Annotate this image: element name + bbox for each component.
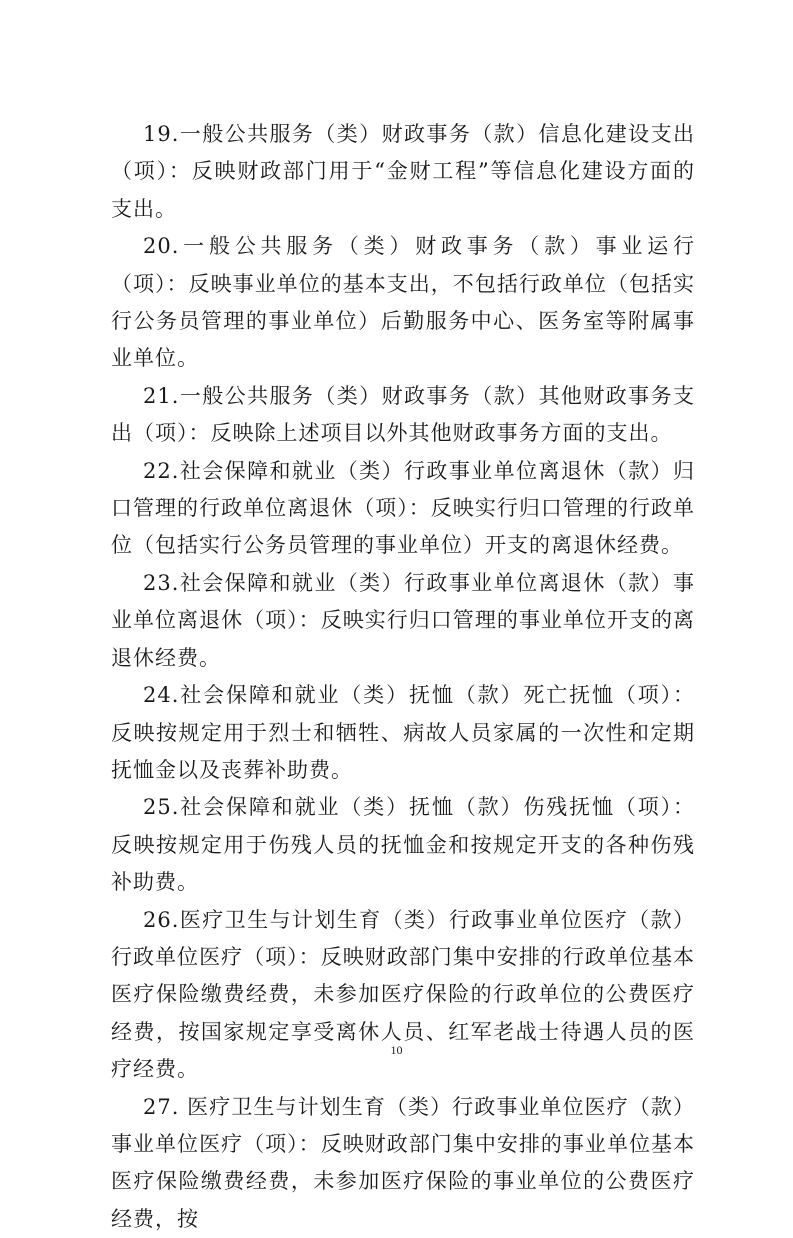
page-number: 10 [390,1043,403,1057]
paragraph-item-20: 20.一般公共服务（类）财政事务（款）事业运行（项）：反映事业单位的基本支出，不包括行政单位（包括实行公务员管理的事业单位）后勤服务中心、医务室等附属事业单位。 [111,234,695,371]
paragraph-item-24: 24.社会保障和就业（类）抚恤（款）死亡抚恤（项）：反映按规定用于烈士和牺牲、病故人员家属的一次性和定期抚恤金以及丧葬补助费。 [111,683,695,782]
paragraph-item-25: 25.社会保障和就业（类）抚恤（款）伤残抚恤（项）：反映按规定用于伤残人员的抚恤金和按规定开支的各种伤残补助费。 [111,795,695,895]
paragraph-item-22: 22.社会保障和就业（类）行政事业单位离退休（款）归口管理的行政单位离退休（项）：反映实行归口管理的行政单位（包括实行公务员管理的事业单位）开支的离退休经费。 [111,458,695,558]
paragraph-item-27: 27. 医疗卫生与计划生育（类）行政事业单位医疗（款）事业单位医疗（项）：反映财政部门集中安排的事业单位基本医疗保险缴费经费，未参加医疗保险的事业单位的公费医疗经费，按 [111,1094,695,1231]
paragraph-item-19: 19.一般公共服务（类）财政事务（款）信息化建设支出（项）：反映财政部门用于“金财工程”等信息化建设方面的支出。 [111,122,695,221]
paragraph-item-23: 23.社会保障和就业（类）行政事业单位离退休（款）事业单位离退休（项）：反映实行归口管理的事业单位开支的离退休经费。 [111,570,695,670]
paragraph-item-21: 21.一般公共服务（类）财政事务（款）其他财政事务支出（项）：反映除上述项目以外其他财政事务方面的支出。 [111,383,695,446]
paragraph-item-26: 26.医疗卫生与计划生育（类）行政事业单位医疗（款）行政单位医疗（项）：反映财政部门集中安排的行政单位基本医疗保险缴费经费，未参加医疗保险的行政单位的公费医疗经费，按国家规定享受离休人员、红军老战士待遇人员的医疗经费。 [111,907,695,1082]
body-text [111,116,695,1238]
